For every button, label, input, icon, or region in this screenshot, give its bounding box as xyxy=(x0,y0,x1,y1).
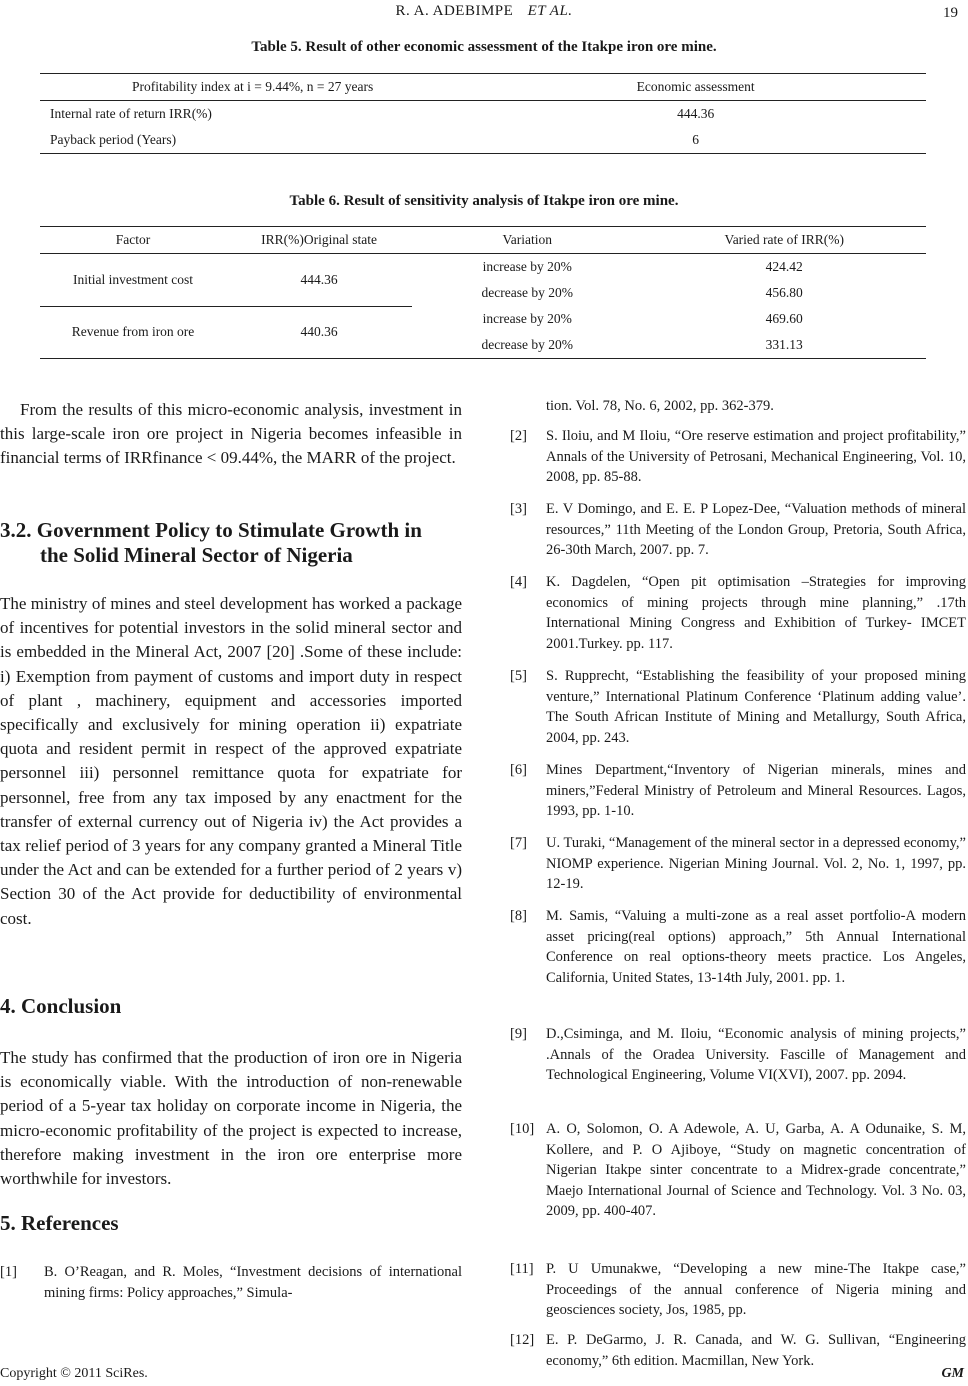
reference-5 xyxy=(510,666,966,748)
reference-number: [2] xyxy=(510,428,527,444)
table-cell: 6 xyxy=(465,127,926,154)
reference-text: B. O’Reagan, and R. Moles, “Investment decisions of international mining firms: Policy approaches,” Simula- xyxy=(44,1264,462,1301)
reference-text: S. Iloiu, and M Iloiu, “Ore reserve estimation and project profitability,” Annals of the University of Petrosani, Mechanical Engineering, Vol. 10, 2008, pp. 85-88. xyxy=(546,428,966,485)
table-cell: 424.42 xyxy=(765,259,803,274)
header-etal: ET AL. xyxy=(527,3,573,19)
table-row xyxy=(40,254,926,281)
reference-text: U. Turaki, “Management of the mineral sector in a depressed economy,” NIOMP experience. Nigerian Mining Journal. Vol. 2, No. 1, 1997, pp. 12-19. xyxy=(546,835,966,892)
table-cell: 456.80 xyxy=(765,285,803,300)
reference-number: [10] xyxy=(510,1121,535,1137)
reference-continuation xyxy=(510,396,966,417)
reference-8 xyxy=(510,906,966,988)
table-header-cell: Economic assessment xyxy=(465,74,926,101)
paragraph-results: From the results of this micro-economic analysis, investment in this large-scale iron ore project in Nigeria becomes infeasible in financial terms of IRRfinance < 09.44%, the MARR of the project. xyxy=(0,400,462,468)
reference-text: D.,Csiminga, and M. Iloiu, “Economic analysis of mining projects,” .Annals of the Oradea University. Fascille of Management and Technological Engineering, Volume VI(XVI), 2007. pp. 2094. xyxy=(546,1026,966,1083)
table-cell: 444.36 xyxy=(677,106,715,121)
reference-text: Mines Department,“Inventory of Nigerian minerals, mines and miners,”Federal Ministry of Petroleum and Mineral Resources. Lagos, 1993, pp. 1-10. xyxy=(546,762,966,819)
table-header-row xyxy=(40,74,926,101)
table-cell: increase by 20% xyxy=(482,311,572,326)
header-author: R. A. ADEBIMPE xyxy=(395,3,514,19)
reference-number: [7] xyxy=(510,835,527,851)
section-5-title: 5. References xyxy=(0,1211,119,1235)
table-cell-factor: Initial investment cost xyxy=(40,254,226,307)
table-header-cell: Varied rate of IRR(%) xyxy=(642,227,926,254)
reference-number: [12] xyxy=(510,1332,535,1348)
reference-1 xyxy=(0,1262,462,1303)
table-cell: 331.13 xyxy=(642,332,926,359)
table6 xyxy=(40,226,926,359)
table-cell: decrease by 20% xyxy=(481,285,573,300)
reference-number: [6] xyxy=(510,762,527,778)
table-header-cell: Variation xyxy=(412,227,642,254)
table-cell: decrease by 20% xyxy=(412,332,642,359)
reference-number: [5] xyxy=(510,668,527,684)
reference-text: K. Dagdelen, “Open pit optimisation –Strategies for improving economics of mining projects through mine planning,” .17th International Mining Congress and Exhibition of Turkey- IMCET 2001.Turkey. pp. 117. xyxy=(546,574,966,652)
paragraph-government-policy: The ministry of mines and steel development has worked a package of incentives for potential investors in the solid mineral sector and is embedded in the Mineral Act, 2007 [20] .Some of these include: i) Exemption from payment of customs and import duty in respect of plant , machinery, equipment and accessories imported specifically and exclusively for mining operation ii) expatriate quota and resident permit in respect of the approved expatriate personnel iii) personnel remittance quota for expatriate for personnel, free from any tax imposed by any enactment for the transfer of external currency out of Nigeria iv) the Act provides a tax relief period of 3 years for any company granted a Mineral Title under the Act and can be extended for a further period of 2 years v) Section 30 of the Act provide for deductibility of environmental cost. xyxy=(0,594,462,928)
table-cell: Internal rate of return IRR(%) xyxy=(50,106,212,121)
table-cell: 469.60 xyxy=(765,311,803,326)
table-header-cell: Factor xyxy=(40,227,226,254)
table-cell-original: 444.36 xyxy=(226,254,412,307)
reference-10 xyxy=(510,1119,966,1222)
table5 xyxy=(40,73,926,154)
section-title-line: 3.2. Government Policy to Stimulate Growth in xyxy=(0,518,422,542)
reference-7 xyxy=(510,833,966,895)
reference-2 xyxy=(510,426,966,488)
table-header-cell: Profitability index at i = 9.44%, n = 27 years xyxy=(40,74,465,101)
reference-text: A. O, Solomon, O. A Adewole, A. U, Garba, A. A Odunaike, S. M, Kollere, and P. O Ajiboye, “Study on magnetic concentration of Nigerian Itakpe sinter concentrate to a Midrex-grade concentrate,” Maejo International Journal of Science and Technology. Vol. 3 No. 03, 2009, pp. 400-407. xyxy=(546,1121,966,1219)
footer-copyright: Copyright © 2011 SciRes. xyxy=(0,1366,148,1381)
table-cell-factor: Revenue from iron ore xyxy=(40,306,226,359)
table-cell: increase by 20% xyxy=(482,259,572,274)
footer-journal: GM xyxy=(941,1366,964,1381)
reference-text: E. P. DeGarmo, J. R. Canada, and W. G. Sullivan, “Engineering economy,” 6th edition. Macmillan, New York. xyxy=(546,1332,966,1369)
reference-text: S. Rupprecht, “Establishing the feasibility of your proposed mining venture,” International Platinum Conference ‘Platinum adding value’. The South African Institute of Mining and Metallurgy, South Africa, 2004, pp. 243. xyxy=(546,668,966,746)
table-row xyxy=(40,127,926,154)
table-header-cell: IRR(%)Original state xyxy=(226,227,412,254)
table-header-row xyxy=(40,227,926,254)
reference-number: [3] xyxy=(510,501,527,517)
reference-11 xyxy=(510,1259,966,1321)
section-4-title: 4. Conclusion xyxy=(0,994,122,1018)
table6-caption: Table 6. Result of sensitivity analysis of Itakpe iron ore mine. xyxy=(289,193,679,209)
reference-6 xyxy=(510,760,966,822)
paragraph-conclusion: The study has confirmed that the production of iron ore in Nigeria is economically viable. With the introduction of non-renewable period of a 5-year tax holiday on corporate income in Nigeria, the micro-economic profitability of the project is expected to increase, therefore making investment in the iron ore enterprise more worthwhile for investors. xyxy=(0,1048,462,1189)
reference-text: tion. Vol. 78, No. 6, 2002, pp. 362-379. xyxy=(546,398,774,414)
reference-12 xyxy=(510,1330,966,1371)
reference-number: [1] xyxy=(0,1264,17,1280)
table-cell-original: 440.36 xyxy=(226,306,412,359)
reference-number: [9] xyxy=(510,1026,527,1042)
reference-9 xyxy=(510,1024,966,1086)
table-cell: Payback period (Years) xyxy=(40,127,465,154)
reference-number: [11] xyxy=(510,1261,534,1277)
reference-3 xyxy=(510,499,966,561)
page-number: 19 xyxy=(943,5,958,21)
reference-text: M. Samis, “Valuing a multi-zone as a real asset portfolio-A modern asset pricing(real options) approach,” 5th Annual International Conference on real options-theory meets practice. Los Angeles, California, United States, 13-14th July, 2001. pp. 1. xyxy=(546,908,966,986)
section-3-2-title xyxy=(0,518,462,568)
section-title-line: the Solid Mineral Sector of Nigeria xyxy=(40,543,353,567)
reference-4 xyxy=(510,572,966,654)
reference-number: [8] xyxy=(510,908,527,924)
table-row xyxy=(40,101,926,128)
reference-text: P. U Umunakwe, “Developing a new mine-The Itakpe case,” Proceedings of the annual conference of Nigeria mining and geosciences society, Jos, 1985, pp. xyxy=(546,1261,966,1318)
reference-number: [4] xyxy=(510,574,527,590)
table-row xyxy=(40,306,926,332)
running-header xyxy=(0,3,968,20)
reference-text: E. V Domingo, and E. E. P Lopez-Dee, “Valuation methods of mineral resources,” 11th Meeting of the London Group, Pretoria, South Africa, 26-30th March, 2007. pp. 7. xyxy=(546,501,966,558)
table5-caption: Table 5. Result of other economic assessment of the Itakpe iron ore mine. xyxy=(251,39,717,55)
